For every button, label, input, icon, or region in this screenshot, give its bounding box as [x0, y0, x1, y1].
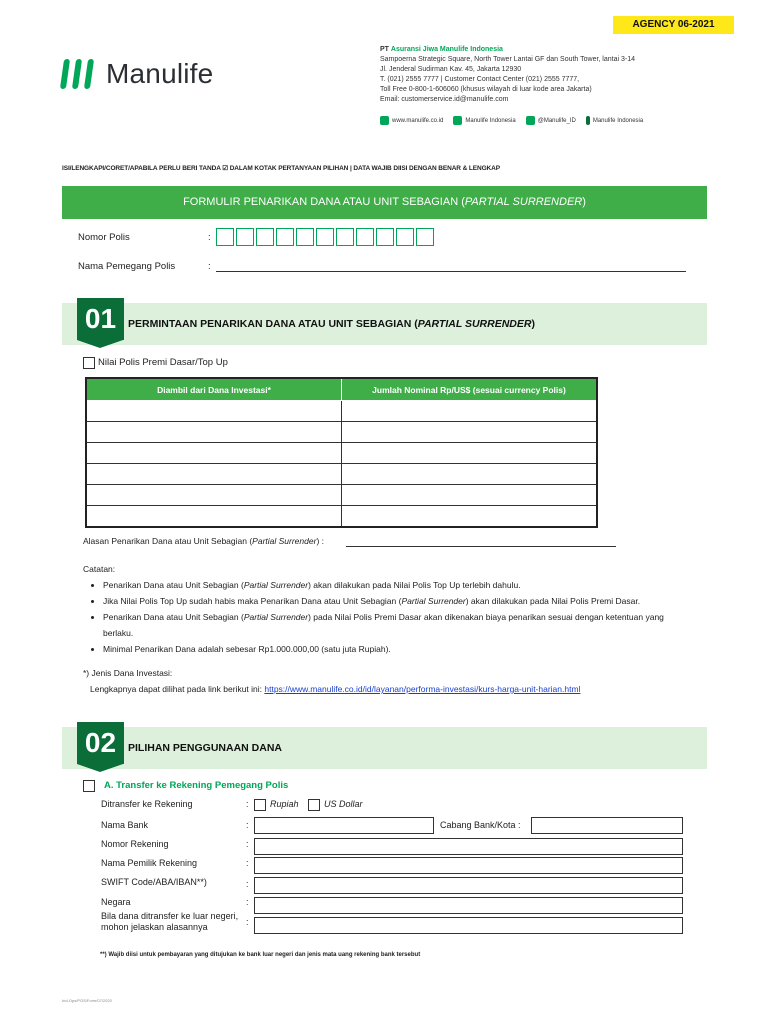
fund-note-text: Lengkapnya dapat dilihat pada link berikut ini:: [90, 684, 265, 694]
notes: [83, 561, 693, 657]
social-label: www.manulife.co.id: [392, 117, 444, 124]
company-phone: T. (021) 2555 7777 | Customer Contact Center (021) 2555 7777,: [380, 76, 580, 83]
note-text: ) akan dilakukan pada Nilai Polis Top Up terlebih dahulu.: [308, 580, 521, 590]
reason-field[interactable]: [346, 546, 616, 547]
manulife-icon: [586, 116, 590, 125]
rupiah-checkbox[interactable]: [254, 799, 266, 811]
table-row: [86, 422, 597, 443]
usd-label: US Dollar: [324, 799, 363, 809]
table-header-fund: Diambil dari Dana Investasi*: [86, 378, 342, 401]
note-item: [103, 609, 693, 641]
account-number-label: Nomor Rekening: [101, 839, 169, 849]
colon: :: [246, 858, 249, 868]
amount-cell[interactable]: [342, 506, 598, 528]
usd-checkbox[interactable]: [308, 799, 320, 811]
note-text: ) pada Nilai Polis Premi Dasar akan dikenakan biaya penarikan sesuai dengan ketentuan yang berlaku.: [103, 612, 664, 638]
note-text: Jika Nilai Polis Top Up sudah habis maka Penarikan Dana atau Unit Sebagian (: [103, 596, 402, 606]
footnote: **) Wajib diisi untuk pembayaran yang ditujukan ke bank luar negeri dan jenis mata uang rekening bank tersebut: [100, 952, 421, 958]
form-title-italic: PARTIAL SURRENDER: [464, 196, 583, 208]
note-text: Penarikan Dana atau Unit Sebagian (: [103, 580, 244, 590]
swift-input[interactable]: [254, 877, 683, 894]
transfer-option-label: A. Transfer ke Rekening Pemegang Polis: [104, 780, 289, 791]
section-1-title-text: PERMINTAAN PENARIKAN DANA ATAU UNIT SEBAGIAN (: [128, 318, 418, 330]
manulife-logo: [62, 54, 213, 94]
company-address-1: Sampoerna Strategic Square, North Tower Lantai GF dan South Tower, lantai 3-14: [380, 56, 636, 63]
account-owner-input[interactable]: [254, 857, 683, 874]
policy-holder-field[interactable]: [216, 271, 686, 272]
policy-number-label: Nomor Polis: [78, 232, 130, 243]
note-italic: Partial Surrender: [401, 596, 466, 606]
country-input[interactable]: [254, 897, 683, 914]
facebook-icon: [453, 116, 462, 125]
investment-table: [85, 377, 598, 528]
company-address-2: Jl. Jenderal Sudirman Kav. 45, Jakarta 12930: [380, 66, 522, 73]
fund-cell[interactable]: [86, 443, 342, 464]
abroad-reason-input[interactable]: [254, 917, 683, 934]
abroad-reason-line: Bila dana ditransfer ke luar negeri,: [101, 911, 239, 921]
premium-topup-label: Nilai Polis Premi Dasar/Top Up: [98, 357, 228, 368]
amount-cell[interactable]: [342, 422, 598, 443]
fund-cell[interactable]: [86, 401, 342, 422]
account-owner-label: Nama Pemilik Rekening: [101, 858, 198, 868]
social-website[interactable]: [380, 116, 443, 125]
section-1-title-end: ): [531, 318, 535, 330]
colon: :: [246, 839, 249, 849]
twitter-icon: [526, 116, 535, 125]
branch-input[interactable]: [531, 817, 683, 834]
fund-cell[interactable]: [86, 464, 342, 485]
notes-title: Catatan:: [83, 564, 116, 574]
reason-label: [83, 536, 324, 546]
manulife-mark-icon: [62, 59, 92, 89]
fill-instruction: ISI/LENGKAPI/CORET/APABILA PERLU BERI TANDA ☑ DALAM KOTAK PERTANYAAN PILIHAN | DATA WAJIB DIISI DENGAN BENAR & LENGKAP: [62, 165, 500, 172]
section-2-number: 02: [77, 722, 124, 764]
transfer-option-checkbox[interactable]: [83, 780, 95, 792]
social-label: @Manulife_ID: [537, 117, 576, 124]
company-name: Asuransi Jiwa Manulife Indonesia: [390, 46, 503, 53]
bank-name-input[interactable]: [254, 817, 434, 834]
note-item: [103, 577, 693, 593]
form-title-text: FORMULIR PENARIKAN DANA ATAU UNIT SEBAGIAN (: [183, 196, 465, 208]
colon: :: [208, 232, 211, 243]
company-email: Email: customerservice.id@manulife.com: [380, 96, 509, 103]
note-item: [103, 641, 693, 657]
branch-label: Cabang Bank/Kota :: [440, 820, 521, 830]
colon: :: [246, 917, 249, 927]
globe-icon: [380, 116, 389, 125]
colon: :: [246, 799, 249, 809]
note-text: ) akan dilakukan pada Nilai Polis Premi Dasar.: [465, 596, 641, 606]
table-row: [86, 401, 597, 422]
colon: :: [208, 261, 211, 272]
fund-cell[interactable]: [86, 485, 342, 506]
note-item: [103, 593, 693, 609]
table-row: [86, 485, 597, 506]
country-label: Negara: [101, 897, 131, 907]
account-number-input[interactable]: [254, 838, 683, 855]
form-title-end: ): [582, 196, 586, 208]
transfer-to-label: Ditransfer ke Rekening: [101, 799, 193, 809]
fund-note: [83, 665, 723, 697]
section-1-title-italic: PARTIAL SURRENDER: [417, 318, 532, 330]
table-header-amount: Jumlah Nominal Rp/US$ (sesuai currency Polis): [342, 378, 598, 401]
swift-label: SWIFT Code/ABA/IBAN**): [101, 877, 207, 887]
social-twitter[interactable]: [526, 116, 576, 125]
section-1-number: 01: [77, 298, 124, 340]
social-label: Manulife Indonesia: [465, 117, 516, 124]
table-row: [86, 464, 597, 485]
amount-cell[interactable]: [342, 485, 598, 506]
agency-badge: AGENCY 06-2021: [613, 16, 734, 34]
company-prefix: PT: [380, 46, 389, 53]
reason-label-italic: Partial Surrender: [252, 536, 317, 546]
note-text: Penarikan Dana atau Unit Sebagian (: [103, 612, 244, 622]
amount-cell[interactable]: [342, 464, 598, 485]
abroad-reason-line: mohon jelaskan alasannya: [101, 922, 208, 932]
note-italic: Partial Surrender: [243, 612, 309, 622]
form-code: Ind-Ops/POS/Form/07/2020: [62, 998, 112, 1003]
policy-holder-label: Nama Pemegang Polis: [78, 261, 176, 272]
premium-topup-checkbox[interactable]: [83, 357, 95, 369]
section-1-title: [128, 318, 535, 330]
fund-cell[interactable]: [86, 422, 342, 443]
section-2-title: PILIHAN PENGGUNAAN DANA: [128, 742, 283, 754]
policy-number-boxes[interactable]: [216, 228, 436, 246]
table-row: [86, 443, 597, 464]
colon: :: [246, 897, 249, 907]
fund-note-title: *) Jenis Dana Investasi:: [83, 668, 173, 678]
note-text: Minimal Penarikan Dana adalah sebesar Rp1.000.000,00 (satu juta Rupiah).: [103, 644, 391, 654]
bank-name-label: Nama Bank: [101, 820, 149, 830]
social-label: Manulife Indonesia: [592, 117, 644, 124]
form-title: [62, 186, 707, 219]
social-links: [380, 116, 643, 125]
note-italic: Partial Surrender: [243, 580, 309, 590]
amount-cell[interactable]: [342, 443, 598, 464]
colon: :: [246, 820, 249, 830]
company-info: [380, 45, 680, 105]
social-facebook[interactable]: [453, 116, 515, 125]
reason-label-end: ) :: [316, 536, 324, 546]
colon: :: [246, 879, 249, 889]
company-tollfree: Toll Free 0-800-1-606060 (khusus wilayah di luar kode area Jakarta): [380, 86, 592, 93]
social-manulife[interactable]: [586, 116, 643, 125]
abroad-reason-label: [101, 911, 238, 933]
amount-cell[interactable]: [342, 401, 598, 422]
fund-info-link[interactable]: https://www.manulife.co.id/id/layanan/performa-investasi/kurs-harga-unit-harian.html: [264, 684, 581, 694]
reason-label-text: Alasan Penarikan Dana atau Unit Sebagian (: [83, 536, 253, 546]
logo-word: Manulife: [106, 58, 214, 89]
table-row: [86, 506, 597, 528]
fund-cell[interactable]: [86, 506, 342, 528]
rupiah-label: Rupiah: [270, 799, 299, 809]
